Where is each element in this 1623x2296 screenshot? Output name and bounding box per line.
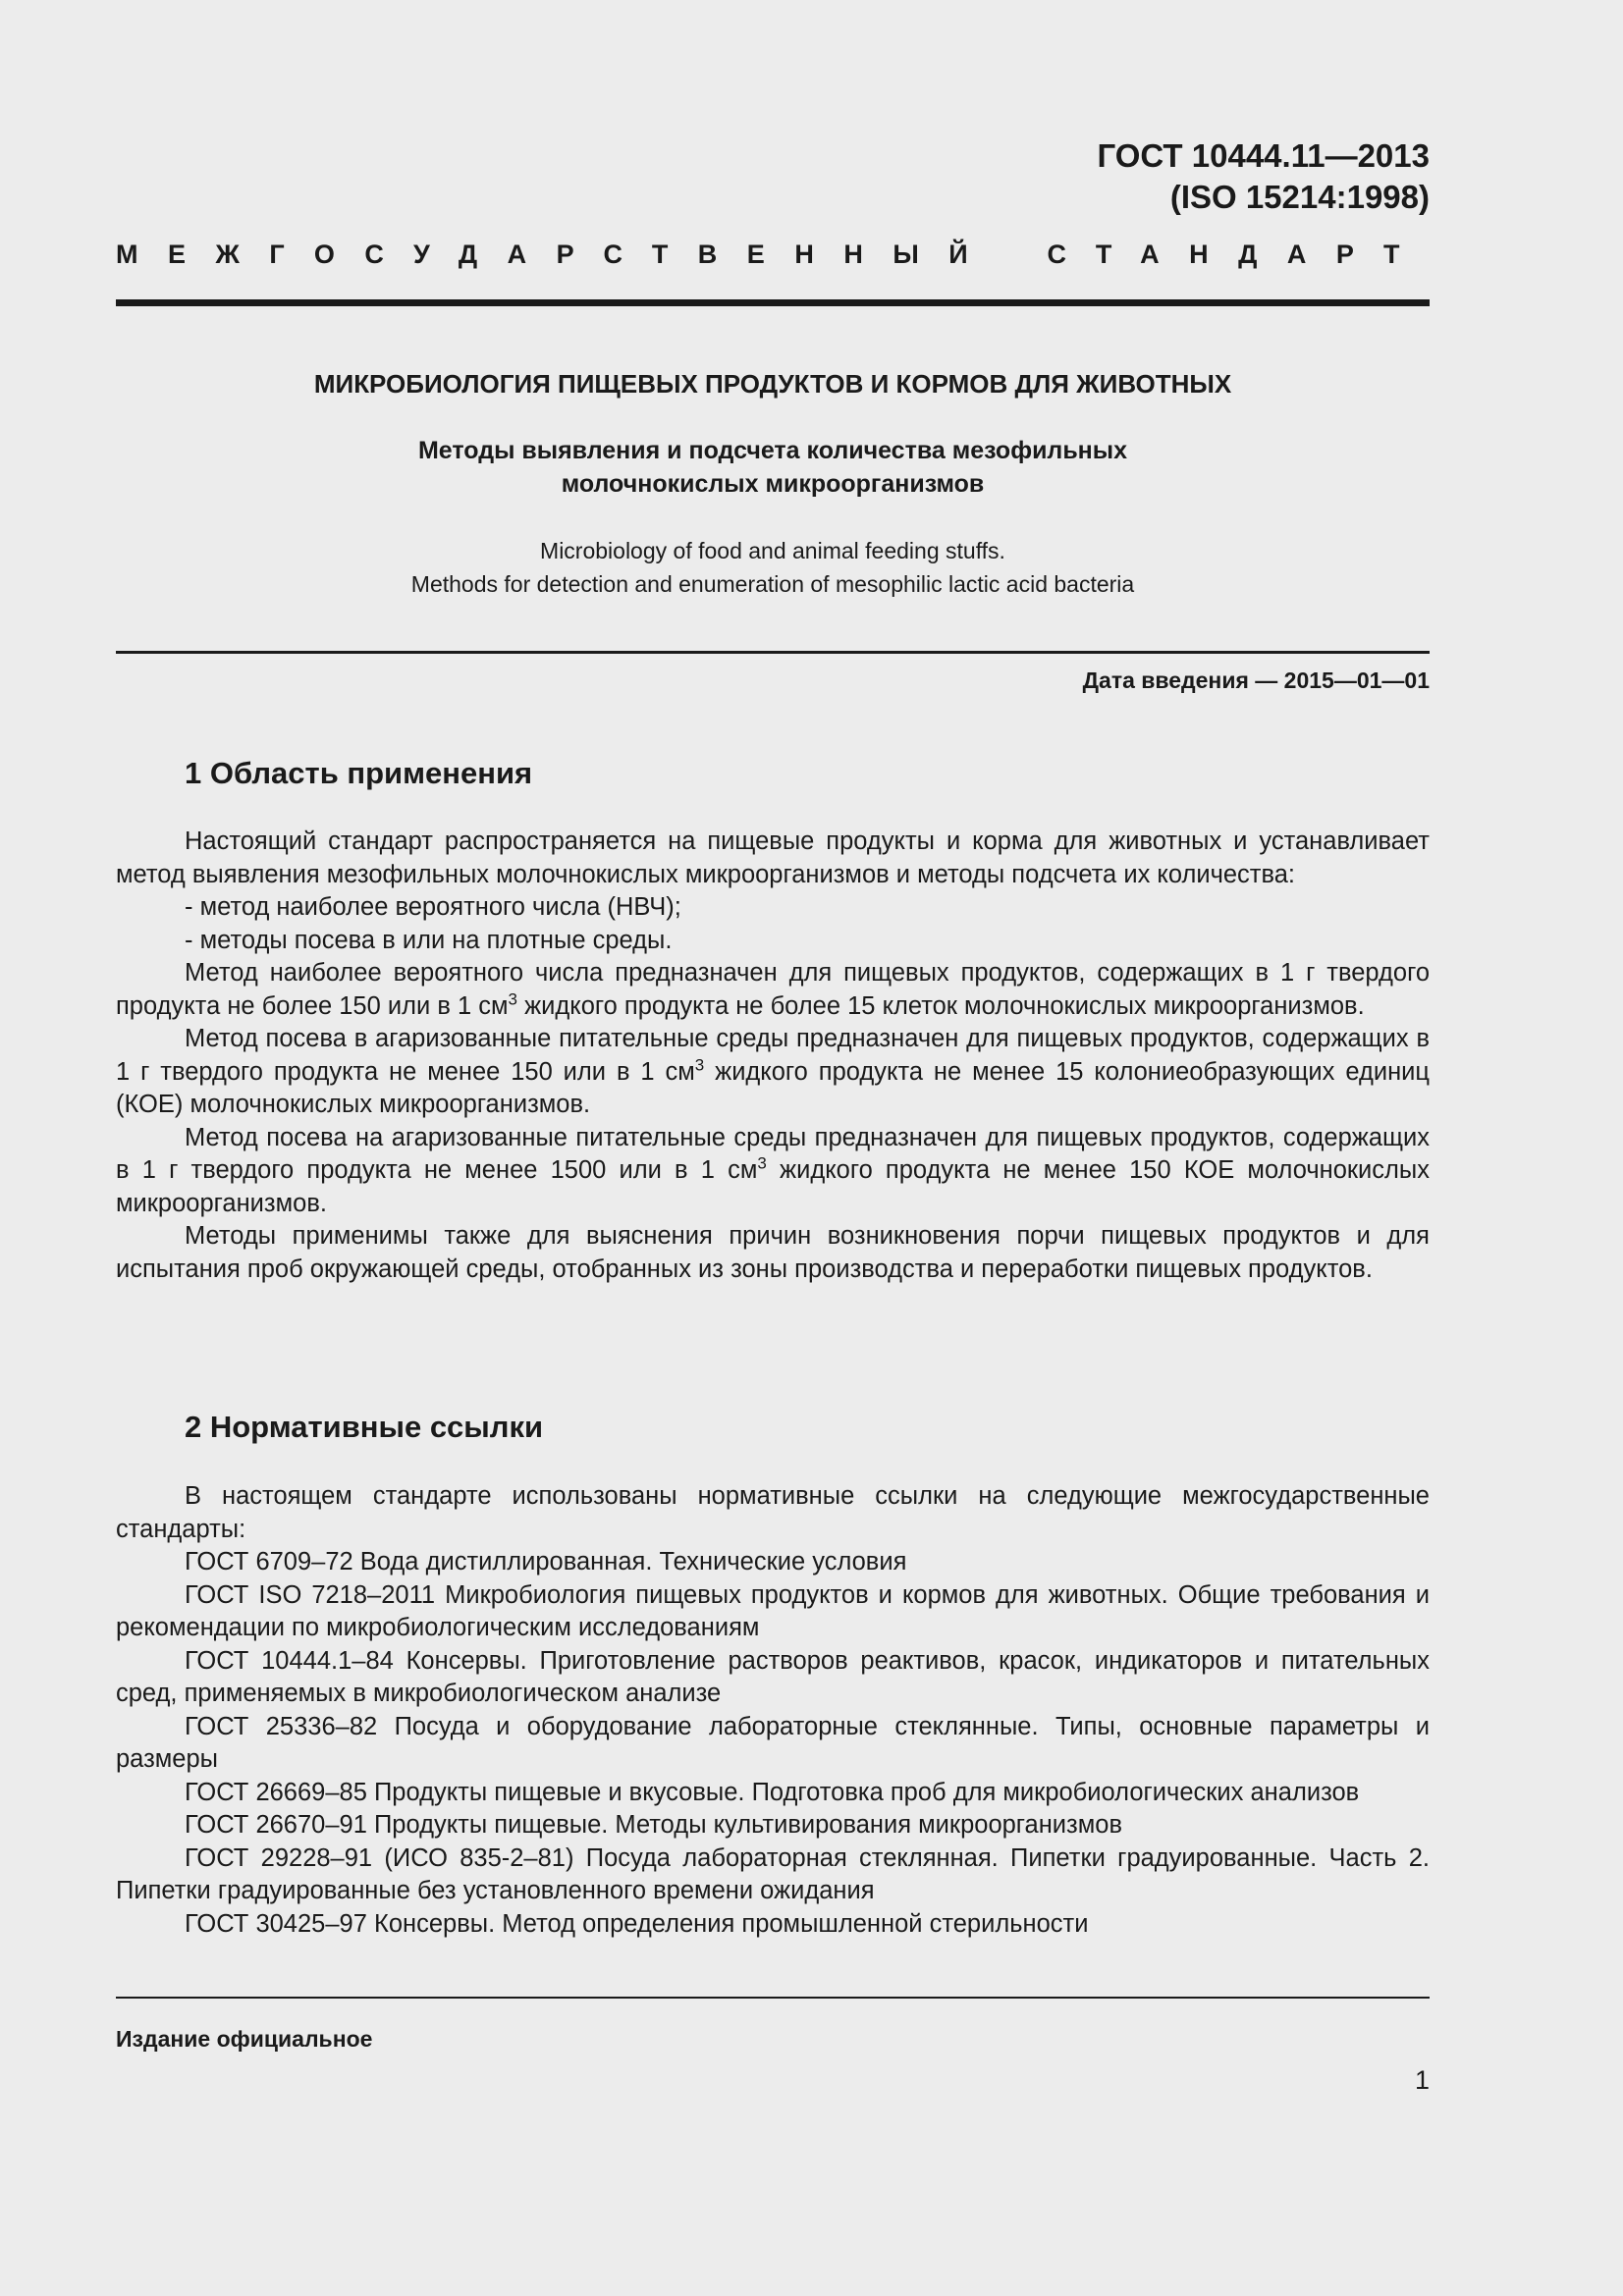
section-heading-references: 2 Нормативные ссылки xyxy=(185,1410,544,1444)
paragraph: Метод посева в агаризованные питательные среды предназначен для пищевых продуктов, содержащих в 1 г твердого продукта не менее 150 или в 1 $см^3$ жидкого продукта не менее 15 колониеобразующих единиц (КОЕ) молочнокислых микроорганизмов. xyxy=(116,1025,1430,1118)
reference-item: ГОСТ 30425–97 Консервы. Метод определения промышленной стерильности xyxy=(185,1909,1089,1938)
effective-date: Дата введения — 2015—01—01 xyxy=(1082,667,1430,693)
standard-kind: МЕЖГОСУДАРСТВЕННЫЙ СТАНДАРТ xyxy=(116,240,1430,269)
standard-number: ГОСТ 10444.11—2013 xyxy=(1097,137,1430,174)
reference-item: ГОСТ 25336–82 Посуда и оборудование лабораторные стеклянные. Типы, основные параметры и размеры xyxy=(116,1712,1430,1773)
paragraph: Метод наиболее вероятного числа предназначен для пищевых продуктов, содержащих в 1 г твердого продукта не более 150 или в 1 $см^3$ жидкого продукта не более 15 клеток молочнокислых микроорганизмов. xyxy=(116,959,1430,1020)
header-divider xyxy=(116,299,1430,306)
title-divider xyxy=(116,651,1430,654)
section-heading-scope: 1 Область применения xyxy=(185,756,533,790)
subtitle-line: молочнокислых микроорганизмов xyxy=(561,470,985,498)
footer-divider xyxy=(116,1997,1430,1999)
section-references-body xyxy=(116,1480,1430,1941)
reference-item: ГОСТ 29228–91 (ИСО 835-2–81) Посуда лабораторная стеклянная. Пипетки градуированные. Часть 2. Пипетки градуированные без установленного времени ожидания xyxy=(116,1843,1430,1904)
list-item: - метод наиболее вероятного числа (НВЧ); xyxy=(185,893,681,921)
reference-item: ГОСТ 6709–72 Вода дистиллированная. Технические условия xyxy=(185,1548,907,1575)
paragraph: Настоящий стандарт распространяется на пищевые продукты и корма для животных и устанавливает метод выявления мезофильных молочнокислых микроорганизмов и методы подсчета их количества: xyxy=(116,828,1430,888)
reference-item: ГОСТ 26669–85 Продукты пищевые и вкусовые. Подготовка проб для микробиологических анализов xyxy=(185,1778,1360,1806)
list-item: - методы посева в или на плотные среды. xyxy=(185,926,673,954)
iso-reference: (ISO 15214:1998) xyxy=(1169,179,1430,215)
subtitle-line: Методы выявления и подсчета количества мезофильных xyxy=(417,437,1128,464)
document-title: МИКРОБИОЛОГИЯ ПИЩЕВЫХ ПРОДУКТОВ И КОРМОВ ДЛЯ ЖИВОТНЫХ xyxy=(313,369,1232,399)
english-title xyxy=(116,534,1430,601)
document-subtitle xyxy=(116,434,1430,501)
paragraph: Методы применимы также для выяснения причин возникновения порчи пищевых продуктов и для испытания проб окружающей среды, отобранных из зоны производства и переработки пищевых продуктов. xyxy=(116,1222,1430,1283)
official-edition-label: Издание официальное xyxy=(116,2026,373,2052)
paragraph: Метод посева на агаризованные питательные среды предназначен для пищевых продуктов, содержащих в 1 г твердого продукта не менее 1500 или в 1 $см^3$ жидкого продукта не менее 150 КОЕ молочнокислых микроорганизмов. xyxy=(116,1123,1431,1217)
section-scope-body xyxy=(116,826,1430,1286)
reference-item: ГОСТ 10444.1–84 Консервы. Приготовление растворов реактивов, красок, индикаторов и питательных сред, применяемых в микробиологическом анализе xyxy=(116,1646,1430,1707)
paragraph: В настоящем стандарте использованы нормативные ссылки на следующие межгосударственные стандарты: xyxy=(116,1482,1430,1543)
reference-item: ГОСТ 26670–91 Продукты пищевые. Методы культивирования микроорганизмов xyxy=(185,1811,1123,1839)
english-title-line: Microbiology of food and animal feeding stuffs. xyxy=(540,538,1005,563)
page-number: 1 xyxy=(1414,2065,1430,2095)
english-title-line: Methods for detection and enumeration of mesophilic lactic acid bacteria xyxy=(410,571,1135,597)
standard-designation xyxy=(1097,135,1430,218)
reference-item: ГОСТ ISO 7218–2011 Микробиология пищевых продуктов и кормов для животных. Общие требования и рекомендации по микробиологическим исследованиям xyxy=(116,1580,1430,1641)
